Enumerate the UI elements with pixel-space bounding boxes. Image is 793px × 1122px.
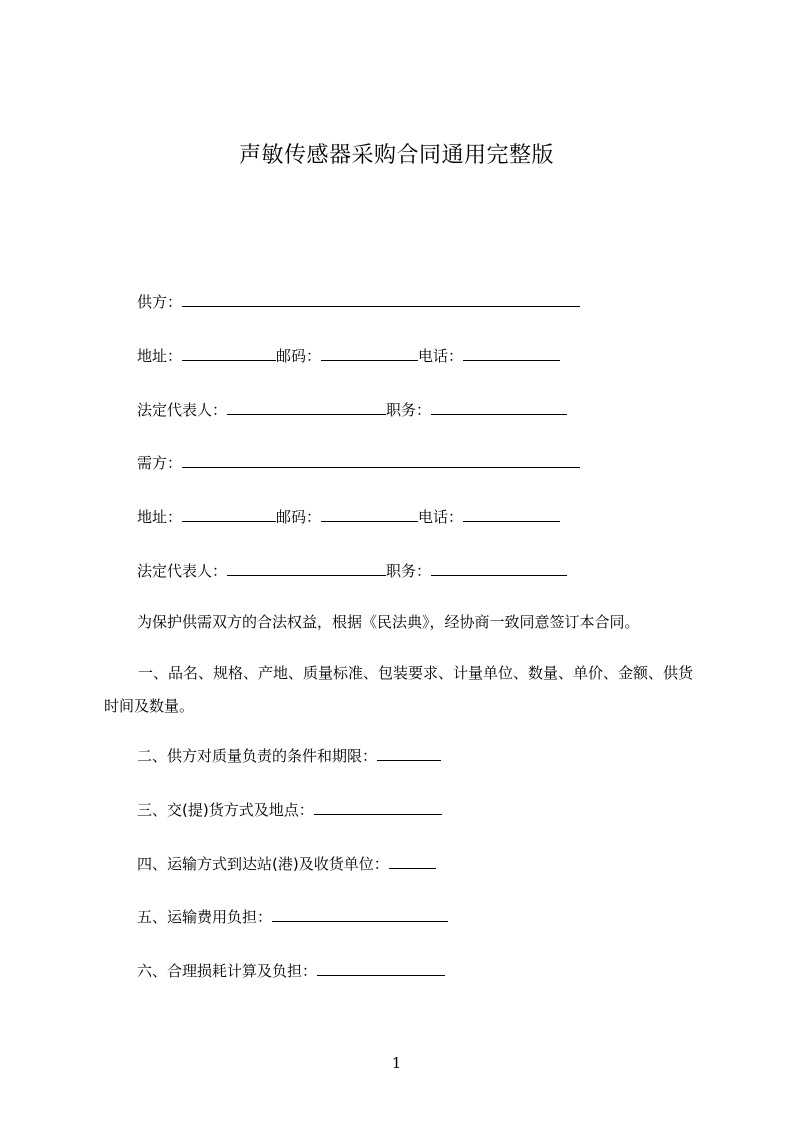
clause-2-blank (377, 745, 441, 761)
supplier-position-label: 职务： (386, 401, 432, 419)
buyer-postcode-blank (321, 506, 418, 522)
supplier-address-label: 地址： (137, 347, 183, 365)
supplier-rep-line (137, 399, 567, 420)
supplier-postcode-blank (321, 345, 418, 361)
buyer-position-label: 职务： (386, 562, 432, 580)
supplier-position-blank (431, 399, 567, 415)
clause-5-blank (272, 906, 448, 922)
supplier-address-blank (182, 345, 276, 361)
clause-4-text: 四、运输方式到达站(港)及收货单位： (137, 855, 389, 873)
buyer-rep-line (137, 560, 567, 581)
clause-4-line (137, 853, 436, 874)
supplier-legal-rep-label: 法定代表人： (137, 401, 228, 419)
clause-2-line (137, 745, 441, 766)
buyer-address-blank (182, 506, 276, 522)
supplier-party-label: 供方： (137, 293, 183, 311)
clause-5-line (137, 906, 448, 927)
supplier-party-line (137, 291, 580, 312)
buyer-address-label: 地址： (137, 508, 183, 526)
buyer-party-line (137, 452, 580, 473)
buyer-phone-blank (463, 506, 560, 522)
supplier-phone-blank (463, 345, 560, 361)
clause-3-line (137, 799, 442, 820)
clause-3-blank (314, 799, 442, 815)
clause-6-line (137, 960, 445, 981)
clause-5-text: 五、运输费用负担： (137, 908, 273, 926)
buyer-party-label: 需方： (137, 454, 183, 472)
clause-6-text: 六、合理损耗计算及负担： (137, 962, 318, 980)
clause-2-text: 二、供方对质量负责的条件和期限： (137, 747, 378, 765)
supplier-phone-label: 电话： (418, 347, 464, 365)
buyer-contact-line (137, 506, 560, 527)
clause-3-text: 三、交(提)货方式及地点： (137, 801, 314, 819)
clause-6-blank (317, 960, 445, 976)
clause-1-text: 一、品名、规格、产地、质量标准、包装要求、计量单位、数量、单价、金额、供货时间及数量。 (104, 664, 694, 715)
page-number: 1 (391, 1054, 402, 1072)
buyer-postcode-label: 邮码： (276, 508, 322, 526)
preamble-text: 为保护供需双方的合法权益，根据《民法典》，经协商一致同意签订本合同。 (137, 613, 640, 631)
supplier-contact-line (137, 345, 560, 366)
buyer-legal-rep-label: 法定代表人： (137, 562, 228, 580)
supplier-postcode-label: 邮码： (276, 347, 322, 365)
buyer-name-blank (182, 452, 580, 468)
buyer-legal-rep-blank (227, 560, 386, 576)
buyer-position-blank (431, 560, 567, 576)
buyer-phone-label: 电话： (418, 508, 464, 526)
document-title: 声敏传感器采购合同通用完整版 (238, 143, 554, 168)
clause-4-blank (389, 853, 436, 869)
supplier-name-blank (182, 291, 580, 307)
supplier-legal-rep-blank (227, 399, 386, 415)
